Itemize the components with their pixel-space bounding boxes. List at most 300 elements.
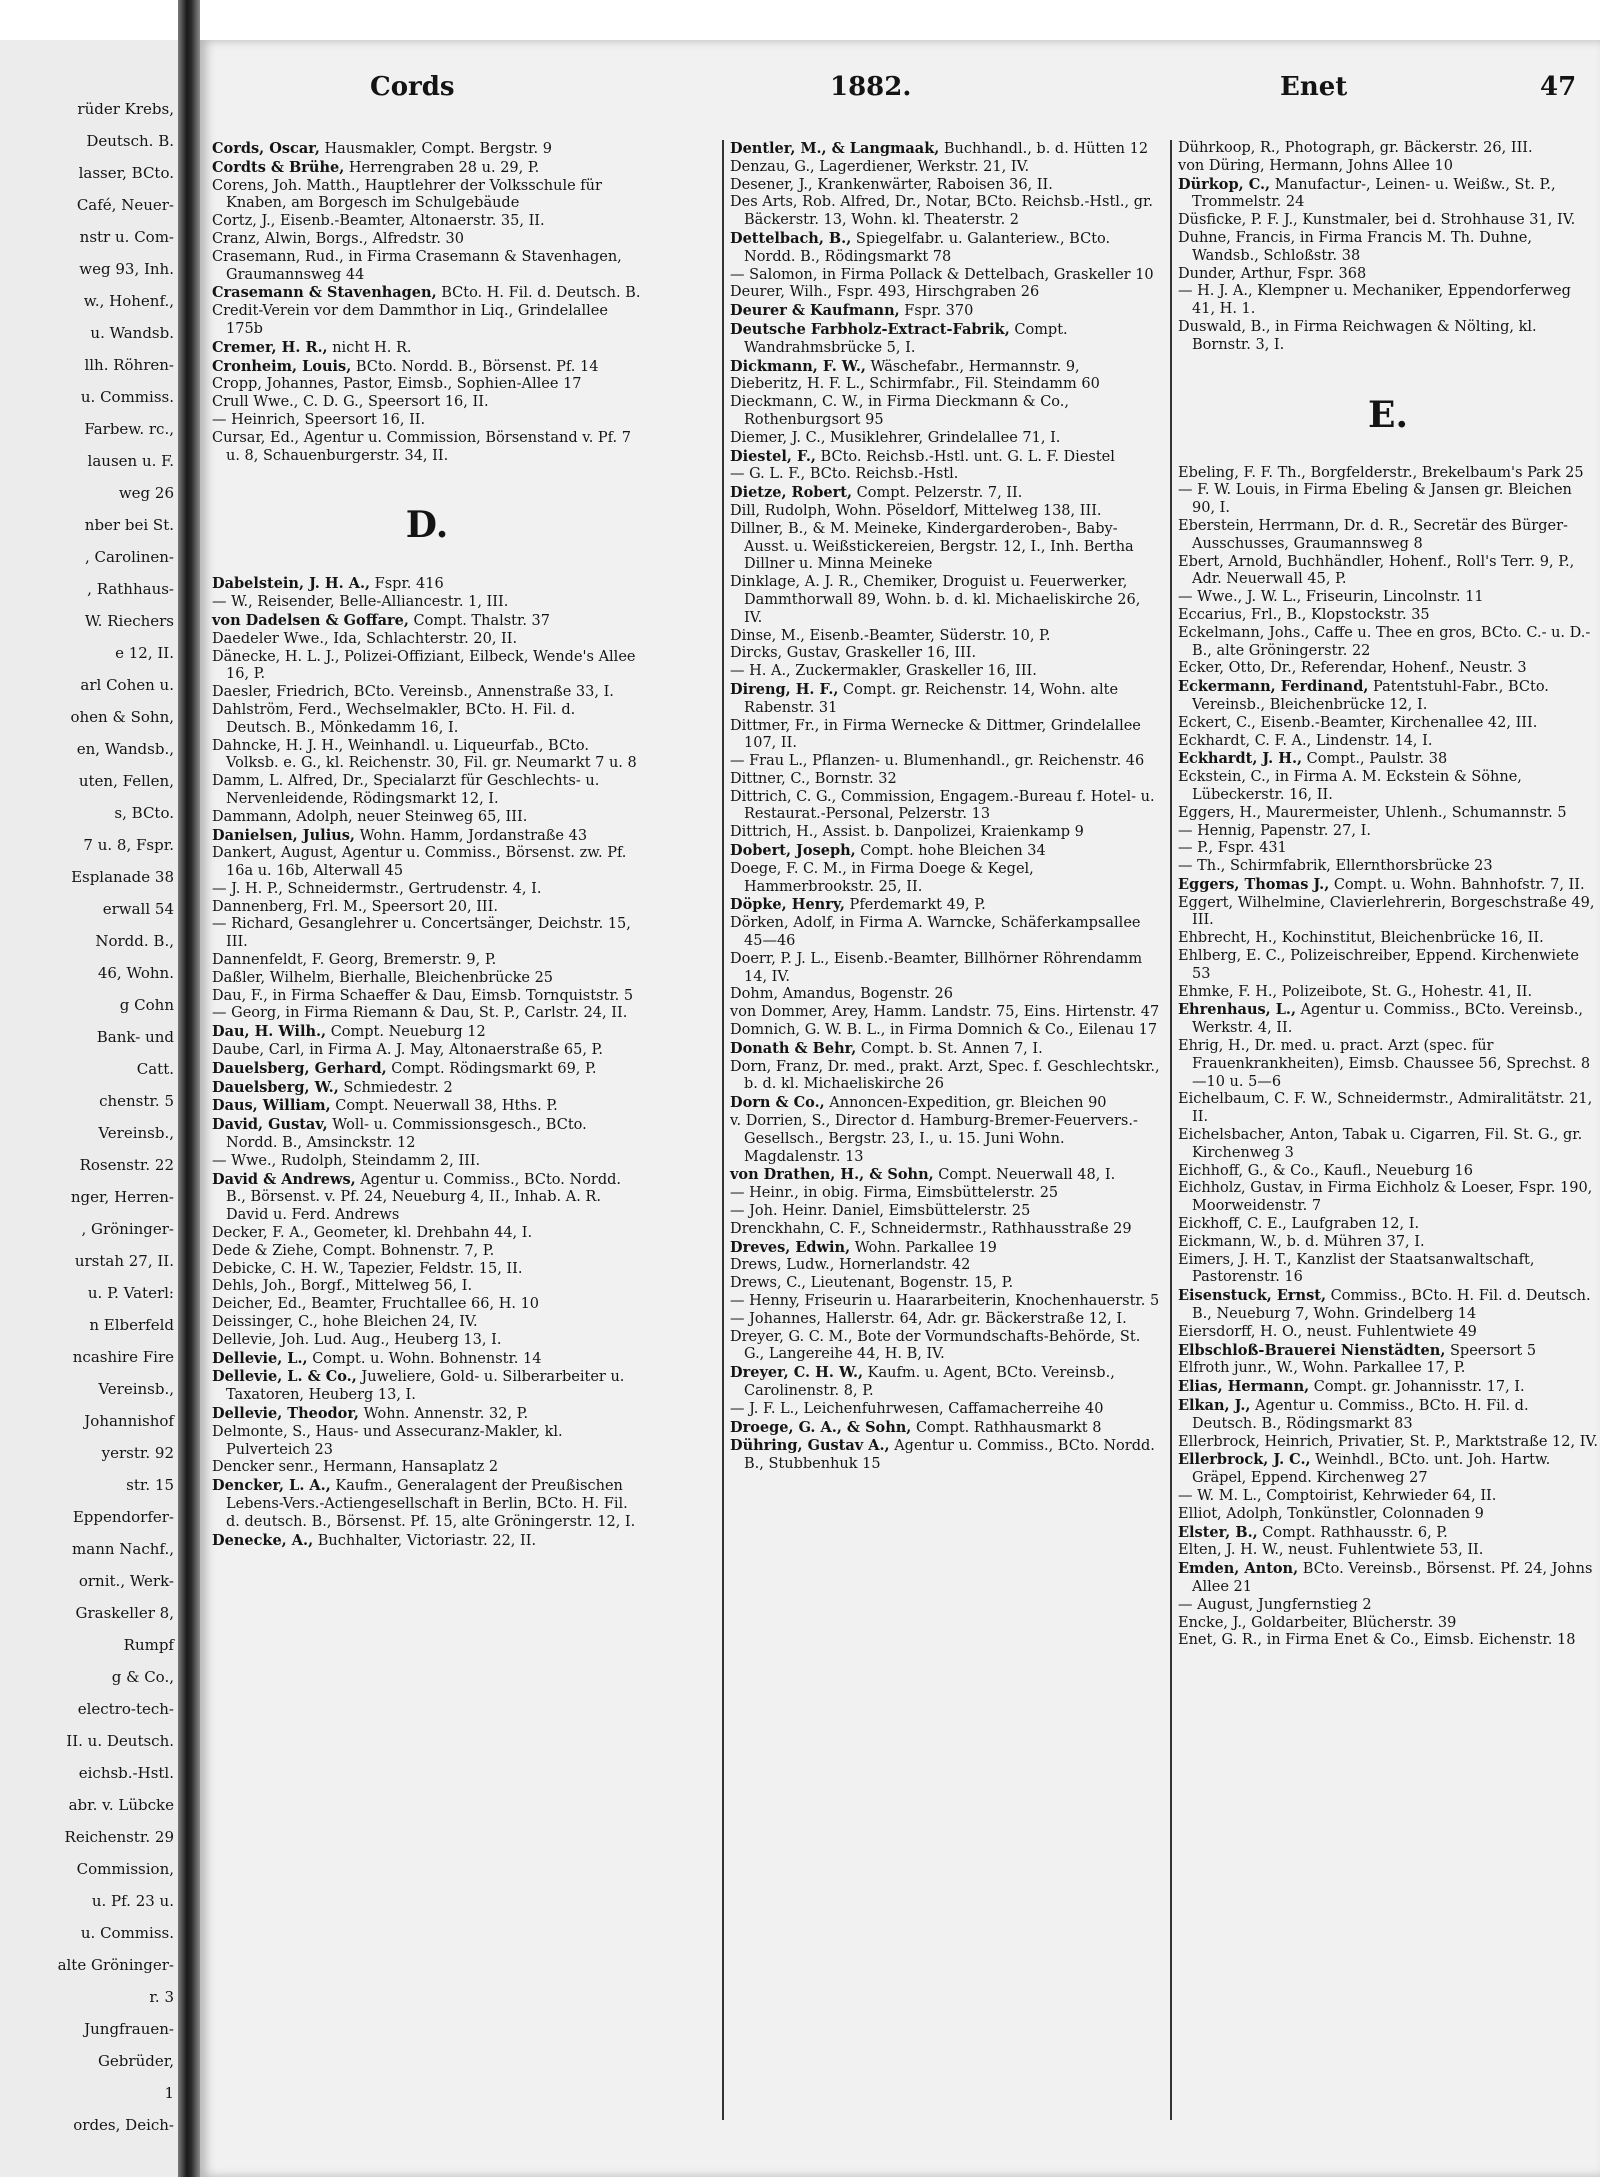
directory-entry — [1178, 984, 1598, 1002]
directory-entry — [212, 881, 642, 899]
column-middle — [730, 140, 1160, 1474]
entry-name: Dellevie, L., — [212, 1349, 308, 1367]
directory-entry — [730, 1329, 1160, 1365]
directory-entry — [730, 986, 1160, 1004]
entry-name: Dau, H. Wilh., — [212, 1023, 327, 1041]
directory-entry — [1178, 1632, 1598, 1650]
entry-text: Cropp, Johannes, Pastor, Eimsb., Sophien-Allee 17 — [212, 376, 582, 393]
directory-entry — [212, 1225, 642, 1243]
directory-entry — [1178, 1524, 1598, 1543]
directory-entry — [1178, 1342, 1598, 1361]
directory-entry — [730, 430, 1160, 448]
entry-text: Dieckmann, C. W., in Firma Dieckmann & Co., Rothenburgsort 95 — [730, 394, 1069, 428]
directory-entry — [730, 448, 1160, 467]
facing-page-text-fragment: Café, Neuer- — [76, 196, 174, 214]
directory-entry — [1178, 1216, 1598, 1234]
directory-entry — [730, 789, 1160, 825]
entry-name: Dabelstein, J. H. A., — [212, 575, 371, 593]
facing-page-text-fragment: w., Hohenf., — [83, 292, 174, 310]
directory-entry — [730, 1040, 1160, 1059]
directory-entry — [730, 1113, 1160, 1166]
directory-entry — [212, 140, 642, 159]
facing-page-text-fragment: r. 3 — [149, 1988, 174, 2006]
directory-entry — [212, 988, 642, 1006]
entry-name: Direng, H. F., — [730, 680, 839, 698]
entry-text: Agentur u. Commiss., BCto. Nordd. B., Stubbenhuk 15 — [744, 1438, 1155, 1473]
entry-text: Drews, Ludw., Hornerlandstr. 42 — [730, 1257, 971, 1274]
entry-text: Encke, J., Goldarbeiter, Blücherstr. 39 — [1178, 1614, 1457, 1631]
directory-entry — [1178, 1378, 1598, 1397]
entry-text: Dehls, Joh., Borgf., Mittelweg 56, I. — [212, 1278, 473, 1295]
directory-entry — [212, 1243, 642, 1261]
entry-text: Compt. Rathhausmarkt 8 — [911, 1419, 1102, 1436]
directory-entry — [212, 631, 642, 649]
directory-entry — [1178, 1127, 1598, 1163]
entry-text: Dill, Rudolph, Wohn. Pöseldorf, Mittelweg 138, III. — [730, 502, 1102, 519]
entry-text: Ehmke, F. H., Polizeibote, St. G., Hohestr. 41, II. — [1178, 983, 1533, 1000]
entry-name: Danielsen, Julius, — [212, 826, 355, 844]
entry-text: Diemer, J. C., Musiklehrer, Grindelallee 71, I. — [730, 429, 1061, 446]
entry-text: Dinse, M., Eisenb.-Beamter, Süderstr. 10, P. — [730, 627, 1051, 644]
facing-page-text-fragment: Graskeller 8, — [75, 1604, 174, 1622]
facing-page-text-fragment: Nordd. B., — [95, 932, 174, 950]
entry-text: Dörken, Adolf, in Firma A. Warncke, Schäferkampsallee 45—46 — [730, 915, 1141, 950]
facing-page-text-fragment: ncashire Fire — [72, 1348, 174, 1366]
directory-entry — [730, 376, 1160, 394]
directory-entry — [212, 1060, 642, 1079]
column-left — [212, 140, 642, 1550]
directory-entry — [1178, 769, 1598, 805]
entry-name: Ellerbrock, J. C., — [1178, 1451, 1311, 1469]
entry-text: — Salomon, in Firma Pollack & Dettelbach, Graskeller 10 — [730, 266, 1154, 283]
entry-name: Deurer & Kaufmann, — [730, 302, 900, 320]
entry-text: Wohn. Hamm, Jordanstraße 43 — [354, 827, 588, 844]
entry-text: — H. A., Zuckermakler, Graskeller 16, III. — [730, 663, 1037, 680]
entry-text: — Frau L., Pflanzen- u. Blumenhandl., gr. Reichenstr. 46 — [730, 753, 1145, 770]
entry-text: Compt. Neuerwall 38, Hths. P. — [330, 1098, 558, 1115]
directory-entry — [730, 628, 1160, 646]
entry-text: — Wwe., J. W. L., Friseurin, Lincolnstr. 11 — [1178, 589, 1484, 606]
entry-text: Duhne, Francis, in Firma Francis M. Th. Duhne, Wandsb., Schloßstr. 38 — [1178, 229, 1532, 264]
entry-text: Patentstuhl-Fabr., BCto. Vereinsb., Bleichenbrücke 12, I. — [1192, 679, 1549, 713]
entry-name: Elias, Hermann, — [1178, 1378, 1310, 1396]
facing-page-text-fragment: nger, Herren- — [70, 1188, 174, 1206]
directory-entry — [1178, 319, 1598, 355]
entry-text: — G. L. F., BCto. Reichsb.-Hstl. — [730, 466, 959, 483]
directory-entry — [730, 230, 1160, 267]
entry-text: Pferdemarkt 49, P. — [844, 897, 986, 914]
entry-text: Fspr. 370 — [899, 303, 974, 320]
facing-page-text-fragment: Vereinsb., — [98, 1124, 174, 1142]
directory-entry — [1178, 1091, 1598, 1127]
entry-text: Compt. Rödingsmarkt 69, P. — [386, 1060, 597, 1077]
entry-text: Elliot, Adolph, Tonkünstler, Colonnaden 9 — [1178, 1505, 1484, 1522]
directory-entry — [730, 1239, 1160, 1258]
facing-page-text-fragment: str. 15 — [126, 1476, 174, 1494]
directory-entry — [212, 575, 642, 594]
directory-entry — [1178, 715, 1598, 733]
entry-text: Ecker, Otto, Dr., Referendar, Hohenf., Neustr. 3 — [1178, 660, 1527, 677]
directory-entry — [730, 1221, 1160, 1239]
directory-entry — [1178, 1001, 1598, 1038]
entry-name: Dauelsberg, Gerhard, — [212, 1059, 387, 1077]
directory-entry — [212, 1261, 642, 1279]
entry-text: Eickmann, W., b. d. Mühren 37, I. — [1178, 1233, 1425, 1250]
entry-text: Buchhandl., b. d. Hütten 12 — [939, 141, 1149, 157]
entry-text: Speersort 5 — [1445, 1342, 1537, 1359]
directory-entry — [730, 645, 1160, 663]
directory-entry — [212, 1005, 642, 1023]
directory-entry — [1178, 518, 1598, 554]
entry-text: Compt. u. Wohn. Bohnenstr. 14 — [307, 1350, 542, 1367]
entry-name: Dreyer, C. H. W., — [730, 1364, 864, 1382]
entry-name: Cords, Oscar, — [212, 140, 320, 157]
entry-text: Daßler, Wilhelm, Bierhalle, Bleichenbrücke 25 — [212, 969, 554, 986]
directory-entry — [730, 1311, 1160, 1329]
facing-page-text-fragment: Jungfrauen- — [84, 2020, 174, 2038]
entry-name: Dürkop, C., — [1178, 175, 1271, 193]
directory-entry — [212, 1368, 642, 1405]
entry-text: Fspr. 416 — [370, 576, 444, 593]
entry-text: Eiersdorff, H. O., neust. Fuhlentwiete 49 — [1178, 1323, 1477, 1340]
entry-name: Dauelsberg, W., — [212, 1078, 339, 1096]
directory-entry — [212, 1042, 642, 1060]
directory-entry — [1178, 1324, 1598, 1342]
entry-text: — Heinr., in obig. Firma, Eimsbüttelerstr. 25 — [730, 1185, 1059, 1202]
directory-entry — [1178, 625, 1598, 661]
directory-entry — [212, 412, 642, 430]
entry-text: Eichelsbacher, Anton, Tabak u. Cigarren, Fil. St. G., gr. Kirchenweg 3 — [1178, 1127, 1583, 1161]
entry-text: Deicher, Ed., Beamter, Fruchtallee 66, H. 10 — [212, 1296, 540, 1313]
facing-page-text-fragment: n Elberfeld — [89, 1316, 174, 1334]
entry-text: Agentur u. Commiss., BCto. Nordd. B., Börsenst. v. Pf. 24, Neueburg 4, II., Inhab. A. R. David u. Ferd. Andrews — [226, 1171, 621, 1224]
entry-text: Spiegelfabr. u. Galanteriew., BCto. Nordd. B., Rödingsmarkt 78 — [744, 230, 1111, 265]
entry-text: — Wwe., Rudolph, Steindamm 2, III. — [212, 1152, 481, 1169]
entry-text: — W., Reisender, Belle-Alliancestr. 1, III. — [212, 594, 509, 611]
directory-entry — [1178, 805, 1598, 823]
entry-text: von Dommer, Arey, Hamm. Landstr. 75, Eins. Hirtenstr. 47 — [730, 1004, 1160, 1021]
facing-page-text-fragment: s, BCto. — [114, 804, 174, 822]
directory-entry — [1178, 750, 1598, 769]
entry-name: Crasemann & Stavenhagen, — [212, 284, 437, 302]
directory-entry — [1178, 1488, 1598, 1506]
facing-page-text-fragment: , Gröninger- — [81, 1220, 174, 1238]
entry-text: Cursar, Ed., Agentur u. Commission, Börsenstand v. Pf. 7 u. 8, Schauenburgerstr. 34, II. — [212, 429, 631, 464]
directory-entry — [212, 1314, 642, 1332]
entry-name: Eggers, Thomas J., — [1178, 875, 1330, 893]
directory-entry — [212, 1296, 642, 1314]
directory-entry — [730, 718, 1160, 754]
directory-entry — [212, 1477, 642, 1531]
directory-entry — [1178, 140, 1598, 158]
facing-page-text-fragment: Commission, — [76, 1860, 174, 1878]
directory-entry — [730, 663, 1160, 681]
directory-entry — [212, 649, 642, 685]
directory-entry — [1178, 1180, 1598, 1216]
entry-text: Dannenberg, Frl. M., Speersort 20, III. — [212, 898, 498, 915]
entry-text: Herrengraben 28 u. 29, P. — [344, 159, 540, 176]
directory-entry — [212, 159, 642, 178]
facing-page-text-fragment: rüder Krebs, — [77, 100, 174, 118]
directory-entry — [212, 952, 642, 970]
entry-text: Kaufm., Generalagent der Preußischen Lebens-Vers.-Actiengesellschaft in Berlin, BCto. H. Fil. d. deutsch. B., Börsenst. Pf. 15, alte Gröningerstr. 12, I. — [226, 1478, 636, 1530]
entry-text: Compt. Thalstr. 37 — [408, 612, 550, 629]
entry-name: Droege, G. A., & Sohn, — [730, 1418, 912, 1436]
directory-entry — [730, 861, 1160, 897]
entry-text: Ellerbrock, Heinrich, Privatier, St. P., Marktstraße 12, IV. — [1178, 1433, 1598, 1450]
facing-page-text-fragment: arl Cohen u. — [80, 676, 174, 694]
entry-text: Dittner, C., Bornstr. 32 — [730, 770, 897, 787]
directory-entry — [730, 1419, 1160, 1438]
directory-entry — [730, 1059, 1160, 1095]
entry-text: — Georg, in Firma Riemann & Dau, St. P., Carlstr. 24, II. — [212, 1005, 628, 1022]
directory-page — [200, 40, 1600, 2177]
entry-text: Dittmer, Fr., in Firma Wernecke & Dittmer, Grindelallee 107, II. — [730, 717, 1141, 752]
entry-text: Agentur u. Commiss., BCto. H. Fil. d. Deutsch. B., Rödingsmarkt 83 — [1192, 1398, 1529, 1432]
section-letter-heading: D. — [405, 504, 449, 547]
entry-text: Dede & Ziehe, Compt. Bohnenstr. 7, P. — [212, 1242, 495, 1259]
directory-entry — [212, 430, 642, 466]
entry-text: Dittrich, H., Assist. b. Danpolizei, Kraienkamp 9 — [730, 824, 1084, 841]
entry-text: Dührkoop, R., Photograph, gr. Bäckerstr. 26, III. — [1178, 140, 1533, 156]
entry-text: Weinhdl., BCto. unt. Joh. Hartw. Gräpel, Eppend. Kirchenweg 27 — [1192, 1452, 1551, 1487]
entry-name: Dettelbach, B., — [730, 229, 852, 247]
directory-entry — [1178, 283, 1598, 319]
entry-text: Dammann, Adolph, neuer Steinweg 65, III. — [212, 808, 528, 825]
entry-text: Dieberitz, H. F. L., Schirmfabr., Fil. Steindamm 60 — [730, 376, 1100, 393]
facing-page-text-fragment: 1 — [164, 2084, 174, 2102]
directory-entry — [730, 1364, 1160, 1401]
entry-text: — J. H. P., Schneidermstr., Gertrudenstr. 4, I. — [212, 880, 542, 897]
entry-text: Compt. Neueburg 12 — [326, 1024, 486, 1041]
entry-name: Cremer, H. R., — [212, 338, 328, 356]
entry-name: Elkan, J., — [1178, 1397, 1251, 1414]
entry-text: Compt. Rathhausstr. 6, P. — [1257, 1524, 1448, 1541]
entry-text: Ehrig, H., Dr. med. u. pract. Arzt (spec. für Frauenkrankheiten), Eimsb. Chaussee 56, Sprechst. 8—10 u. 5—6 — [1178, 1038, 1591, 1090]
directory-entry — [1178, 858, 1598, 876]
directory-entry — [730, 1437, 1160, 1474]
directory-entry — [1178, 482, 1598, 518]
directory-entry — [730, 140, 1160, 159]
entry-text: Doege, F. C. M., in Firma Doege & Kegel, Hammerbrookstr. 25, II. — [730, 860, 1034, 895]
directory-entry — [212, 213, 642, 231]
entry-text: Compt. b. St. Annen 7, I. — [856, 1040, 1043, 1057]
entry-text: Decker, F. A., Geometer, kl. Drehbahn 44, I. — [212, 1225, 533, 1242]
entry-text: Dau, F., in Firma Schaeffer & Dau, Eimsb. Tornquiststr. 5 — [212, 987, 634, 1004]
directory-entry — [212, 1097, 642, 1116]
directory-entry — [730, 1275, 1160, 1293]
directory-entry — [730, 1004, 1160, 1022]
entry-text: von Düring, Hermann, Johns Allee 10 — [1178, 157, 1453, 174]
entry-text: Dreyer, G. C. M., Bote der Vormundschafts-Behörde, St. G., Langereihe 44, H. B, IV. — [730, 1328, 1141, 1363]
facing-page-text-fragment: Eppendorfer- — [72, 1508, 174, 1526]
entry-name: Eckermann, Ferdinand, — [1178, 678, 1369, 696]
entry-text: Manufactur-, Leinen- u. Weißw., St. P., Trommelstr. 24 — [1192, 176, 1556, 211]
entry-text: Elten, J. H. W., neust. Fuhlentwiete 53, II. — [1178, 1542, 1484, 1559]
facing-page-text-fragment: Rosenstr. 22 — [79, 1156, 174, 1174]
directory-entry — [1178, 176, 1598, 213]
entry-name: Cordts & Brühe, — [212, 158, 345, 176]
entry-text: Compt. Pelzerstr. 7, II. — [852, 485, 1023, 502]
entry-name: Emden, Anton, — [1178, 1560, 1299, 1578]
directory-entry — [212, 1278, 642, 1296]
entry-text: — Johannes, Hallerstr. 64, Adr. gr. Bäckerstraße 12, I. — [730, 1310, 1127, 1327]
directory-entry — [212, 738, 642, 774]
entry-text: BCto. Nordd. B., Börsenst. Pf. 14 — [351, 358, 599, 375]
entry-text: Eickhoff, C. E., Laufgraben 12, I. — [1178, 1216, 1420, 1233]
directory-entry — [1178, 158, 1598, 176]
facing-page-text-fragment: u. Wandsb. — [90, 324, 174, 342]
book-gutter — [178, 0, 200, 2177]
directory-entry — [1178, 1163, 1598, 1181]
directory-entry — [212, 1153, 642, 1171]
entry-name: Dorn & Co., — [730, 1094, 825, 1112]
entry-text: BCto. H. Fil. d. Deutsch. B. — [436, 285, 641, 302]
directory-entry — [1178, 876, 1598, 895]
entry-text: — Richard, Gesanglehrer u. Concertsänger, Deichstr. 15, III. — [212, 916, 631, 951]
directory-entry — [1178, 1451, 1598, 1488]
entry-text: — W. M. L., Comptoirist, Kehrwieder 64, II. — [1178, 1487, 1497, 1504]
entry-text: — H. J. A., Klempner u. Mechaniker, Eppendorferweg 41, H. 1. — [1178, 283, 1571, 318]
facing-page-text-fragment: yerstr. 92 — [101, 1444, 174, 1462]
entry-text: Hausmakler, Compt. Bergstr. 9 — [319, 141, 552, 157]
directory-entry — [212, 231, 642, 249]
entry-text: Woll- u. Commissionsgesch., BCto. Nordd. B., Amsinckstr. 12 — [226, 1117, 587, 1152]
facing-page-text-fragment: g & Co., — [111, 1668, 174, 1686]
entry-text: Delmonte, S., Haus- und Assecuranz-Makler, kl. Pulverteich 23 — [212, 1423, 563, 1458]
directory-entry — [730, 951, 1160, 987]
directory-entry — [212, 249, 642, 285]
facing-page-fragment — [0, 40, 178, 2177]
entry-text: Buchhalter, Victoriastr. 22, II. — [313, 1532, 537, 1549]
entry-name: Eckhardt, J. H., — [1178, 750, 1303, 768]
entry-name: Deutsche Farbholz-Extract-Fabrik, — [730, 320, 1010, 338]
entry-text: Wäschefabr., Hermannstr. 9, — [865, 358, 1080, 375]
entry-name: von Dadelsen & Goffare, — [212, 611, 409, 629]
directory-entry — [730, 1166, 1160, 1185]
entry-text: Eichholz, Gustav, in Firma Eichholz & Loeser, Fspr. 190, Moorweidenstr. 7 — [1178, 1180, 1593, 1215]
directory-entry — [1178, 554, 1598, 590]
entry-text: Debicke, C. H. W., Tapezier, Feldstr. 15, II. — [212, 1260, 523, 1277]
entry-text: Desener, J., Krankenwärter, Raboisen 36, II. — [730, 176, 1053, 193]
entry-text: Dencker senr., Hermann, Hansaplatz 2 — [212, 1459, 499, 1476]
entry-text: Daedeler Wwe., Ida, Schlachterstr. 20, II. — [212, 630, 518, 647]
entry-text: Doerr, P. J. L., Eisenb.-Beamter, Billhörner Röhrendamm 14, IV. — [730, 950, 1143, 985]
directory-entry — [730, 1401, 1160, 1419]
directory-entry — [730, 915, 1160, 951]
directory-entry — [1178, 1542, 1598, 1560]
entry-text: Ebert, Arnold, Buchhändler, Hohenf., Roll's Terr. 9, P., Adr. Neuerwall 45, P. — [1178, 553, 1575, 588]
directory-entry — [212, 1424, 642, 1460]
directory-entry — [212, 612, 642, 631]
directory-entry — [730, 358, 1160, 377]
directory-entry — [730, 284, 1160, 302]
facing-page-text-fragment: Catt. — [136, 1060, 174, 1078]
entry-text: Enet, G. R., in Firma Enet & Co., Eimsb. Eichenstr. 18 — [1178, 1632, 1576, 1649]
directory-entry — [1178, 1252, 1598, 1288]
directory-entry — [730, 394, 1160, 430]
directory-entry — [730, 753, 1160, 771]
directory-entry — [730, 484, 1160, 503]
directory-entry — [212, 1532, 642, 1551]
directory-entry — [1178, 1597, 1598, 1615]
entry-text: Compt. gr. Johannisstr. 17, I. — [1309, 1379, 1525, 1396]
entry-name: David, Gustav, — [212, 1116, 328, 1134]
facing-page-text-fragment: u. P. Vaterl: — [87, 1284, 174, 1302]
directory-entry — [212, 376, 642, 394]
facing-page-text-fragment: weg 26 — [118, 484, 174, 502]
directory-entry — [1178, 230, 1598, 266]
directory-entry — [212, 899, 642, 917]
facing-page-text-fragment: erwall 54 — [102, 900, 174, 918]
directory-entry — [212, 1023, 642, 1042]
directory-entry — [212, 809, 642, 827]
entry-text: nicht H. R. — [327, 339, 412, 356]
entry-text: Eckert, C., Eisenb.-Beamter, Kirchenallee 42, III. — [1178, 714, 1538, 731]
entry-text: Eccarius, Frl., B., Klopstockstr. 35 — [1178, 606, 1430, 623]
entry-text: Compt. Neuerwall 48, I. — [933, 1167, 1116, 1184]
directory-entry — [730, 466, 1160, 484]
entry-text: Eichhoff, G., & Co., Kaufl., Neueburg 16 — [1178, 1162, 1473, 1179]
directory-entry — [212, 916, 642, 952]
entry-name: Dreves, Edwin, — [730, 1238, 851, 1256]
entry-text: BCto. Reichsb.-Hstl. unt. G. L. F. Diestel — [815, 448, 1115, 465]
entry-text: Ehbrecht, H., Kochinstitut, Bleichenbrücke 16, II. — [1178, 930, 1544, 947]
entry-text: Eckstein, C., in Firma A. M. Eckstein & Söhne, Lübeckerstr. 16, II. — [1178, 769, 1522, 803]
directory-entry — [1178, 1560, 1598, 1597]
directory-entry — [212, 845, 642, 881]
facing-page-text-fragment: en, Wandsb., — [76, 740, 174, 758]
directory-entry — [212, 594, 642, 612]
facing-page-text-fragment: lausen u. F. — [87, 452, 174, 470]
directory-entry — [1178, 1360, 1598, 1378]
entry-text: BCto. Vereinsb., Börsenst. Pf. 24, Johns Allee 21 — [1192, 1561, 1593, 1595]
facing-page-text-fragment: u. Commiss. — [80, 1924, 174, 1942]
column-divider — [1170, 140, 1172, 2120]
directory-entry — [1178, 465, 1598, 483]
directory-entry — [212, 339, 642, 358]
entry-text: Crull Wwe., C. D. G., Speersort 16, II. — [212, 394, 489, 411]
facing-page-text-fragment: Farbew. rc., — [84, 420, 174, 438]
directory-entry — [212, 1405, 642, 1424]
directory-entry — [1178, 678, 1598, 715]
entry-text: Commiss., BCto. H. Fil. d. Deutsch. B., Neueburg 7, Wohn. Grindelberg 14 — [1192, 1288, 1591, 1323]
entry-text: Damm, L. Alfred, Dr., Specialarzt für Geschlechts- u. Nervenleidende, Rödingsmarkt 12, I. — [212, 773, 600, 807]
facing-page-text-fragment: u. Pf. 23 u. — [91, 1892, 174, 1910]
entry-text: Cranz, Alwin, Borgs., Alfredstr. 30 — [212, 230, 464, 247]
entry-text: Dannenfeldt, F. Georg, Bremerstr. 9, P. — [212, 952, 497, 969]
entry-text: Compt. Wandrahmsbrücke 5, I. — [744, 321, 1068, 356]
directory-entry — [730, 321, 1160, 358]
directory-entry — [730, 503, 1160, 521]
entry-text: Dittrich, C. G., Commission, Engagem.-Bureau f. Hotel- u. Restaurat.-Personal, Pelzerstr. 13 — [730, 788, 1155, 823]
facing-page-text-fragment: 46, Wohn. — [97, 964, 174, 982]
entry-name: Döpke, Henry, — [730, 896, 845, 914]
entry-name: Dencker, L. A., — [212, 1477, 331, 1495]
entry-text: Wohn. Annenstr. 32, P. — [358, 1406, 529, 1422]
entry-text: Eimers, J. H. T., Kanzlist der Staatsanwaltschaft, Pastorenstr. 16 — [1178, 1251, 1535, 1286]
entry-text: Dinklage, A. J. R., Chemiker, Droguist u. Feuerwerker, Dammthorwall 89, Wohn. b. d. kl. Michaeliskirche 26, IV. — [730, 574, 1141, 626]
entry-name: Denecke, A., — [212, 1531, 314, 1549]
column-right — [1178, 140, 1598, 1650]
facing-page-text-fragment: II. u. Deutsch. — [66, 1732, 174, 1750]
column-divider — [722, 140, 724, 2120]
entry-text: Elfroth junr., W., Wohn. Parkallee 17, P. — [1178, 1360, 1466, 1377]
entry-text: — Hennig, Papenstr. 27, I. — [1178, 822, 1371, 839]
entry-text: — Joh. Heinr. Daniel, Eimsbüttelerstr. 25 — [730, 1203, 1031, 1220]
entry-text: Dellevie, Joh. Lud. Aug., Heuberg 13, I. — [212, 1331, 502, 1348]
entry-name: Dühring, Gustav A., — [730, 1437, 890, 1455]
